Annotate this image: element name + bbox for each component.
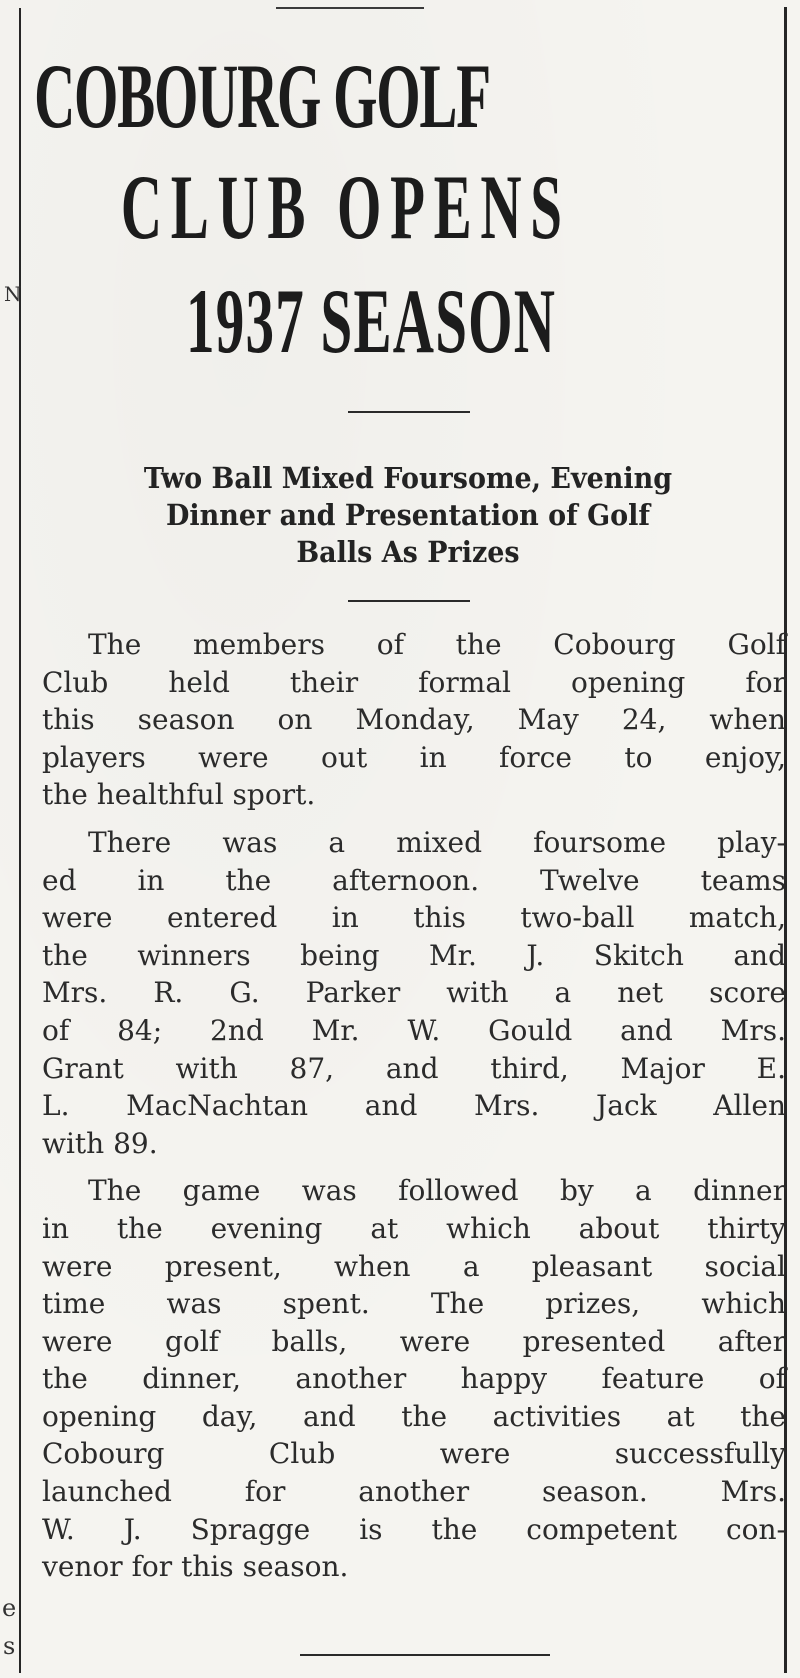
- body-line: launched for another season. Mrs.: [42, 1475, 786, 1509]
- article-body: [42, 626, 786, 1596]
- body-line: The game was followed by a dinner: [88, 1174, 786, 1208]
- body-line: Grant with 87, and third, Major E.: [42, 1051, 786, 1085]
- body-line: ed in the afternoon. Twelve teams: [42, 863, 786, 897]
- margin-fragment: N: [4, 282, 22, 306]
- margin-fragment: s: [3, 1632, 16, 1660]
- body-line: Cobourg Club were successfully: [42, 1437, 786, 1471]
- body-line: venor for this season.: [42, 1550, 349, 1584]
- body-line: of 84; 2nd Mr. W. Gould and Mrs.: [42, 1013, 786, 1047]
- body-line: this season on Monday, May 24, when: [42, 703, 786, 737]
- body-line: were present, when a pleasant social: [42, 1249, 786, 1283]
- headline-line-3: 1937 SEASON: [186, 270, 557, 372]
- subheadline: [56, 460, 759, 571]
- subheadline-line-3: Balls As Prizes: [296, 535, 520, 569]
- paragraph-1: [42, 626, 786, 814]
- headline-line-2: CLUB OPENS: [120, 156, 571, 258]
- body-line: the winners being Mr. J. Skitch and: [42, 938, 786, 972]
- body-line: were entered in this two-ball match,: [42, 901, 786, 935]
- body-line: The members of the Cobourg Golf: [88, 628, 786, 661]
- headline-line-1: COBOURG GOLF: [34, 45, 490, 147]
- body-line: players were out in force to enjoy,: [42, 740, 786, 774]
- headline-divider: [348, 411, 470, 413]
- body-line: were golf balls, were presented after: [42, 1324, 786, 1358]
- body-line: time was spent. The prizes, which: [42, 1287, 786, 1321]
- body-line: opening day, and the activities at the: [42, 1399, 786, 1433]
- body-line: the dinner, another happy feature of: [42, 1362, 786, 1396]
- paragraph-3: [42, 1172, 786, 1586]
- paragraph-2: [42, 824, 786, 1162]
- body-line: L. MacNachtan and Mrs. Jack Allen: [42, 1089, 786, 1123]
- body-line: Mrs. R. G. Parker with a net score: [42, 976, 786, 1010]
- subheadline-divider: [348, 600, 470, 602]
- margin-fragment: e: [2, 1594, 17, 1622]
- left-column-rule: [19, 8, 21, 1673]
- body-line: the healthful sport.: [42, 778, 316, 812]
- top-rule: [276, 7, 424, 9]
- body-line: Club held their formal opening for: [42, 665, 786, 699]
- body-line: There was a mixed foursome play-: [88, 825, 786, 859]
- body-line: in the evening at which about thirty: [42, 1211, 786, 1245]
- end-divider: [300, 1654, 550, 1656]
- body-line: W. J. Spragge is the competent con-: [42, 1512, 786, 1546]
- subheadline-line-2: Dinner and Presentation of Golf: [165, 498, 651, 532]
- subheadline-line-1: Two Ball Mixed Foursome, Evening: [143, 461, 673, 495]
- body-line: with 89.: [42, 1126, 158, 1160]
